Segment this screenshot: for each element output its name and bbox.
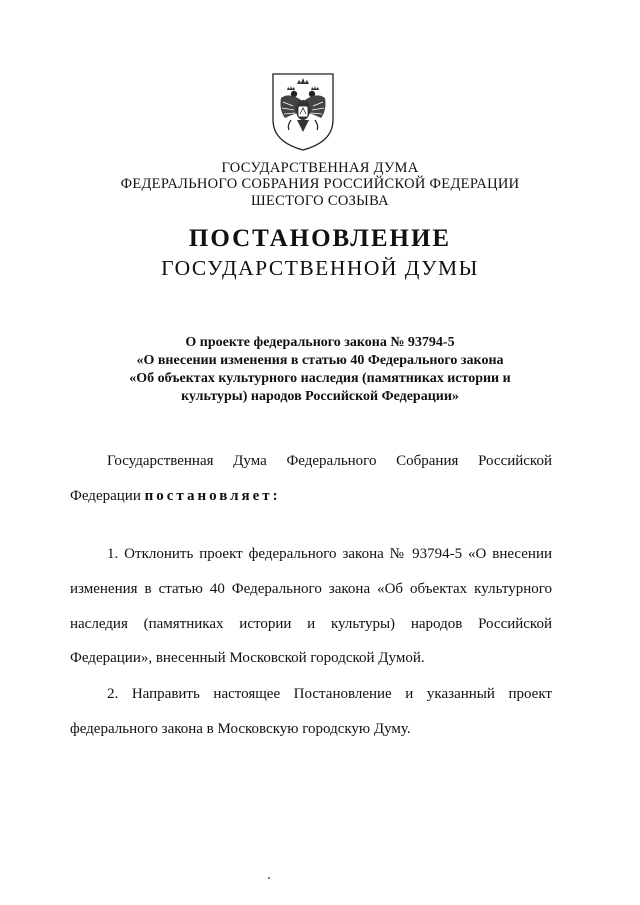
subject-line-1: О проекте федерального закона № 93794-5: [185, 335, 455, 350]
preamble-text: Федерации: [70, 488, 145, 504]
coat-of-arms-icon: [267, 70, 339, 152]
resolves-word: постановляет:: [144, 488, 281, 504]
document-title: ПОСТАНОВЛЕНИЕ: [188, 225, 452, 252]
item-1-line-3: наследия (памятниках истории и культуры) народов Российской: [70, 616, 552, 632]
document-subtitle: ГОСУДАРСТВЕННОЙ ДУМЫ: [161, 256, 479, 280]
issuer-line-2: ФЕДЕРАЛЬНОГО СОБРАНИЯ РОССИЙСКОЙ ФЕДЕРАЦИИ: [120, 176, 520, 192]
item-1-line-2: изменения в статью 40 Федерального закона «Об объектах культурного: [70, 581, 552, 597]
issuer-line-3: ШЕСТОГО СОЗЫВА: [251, 193, 389, 209]
preamble-line-2: [70, 486, 281, 506]
item-2-line-2: федерального закона в Московскую городскую Думу.: [70, 721, 411, 737]
subject-line-2: «О внесении изменения в статью 40 Федерального закона: [136, 353, 504, 368]
item-2-line-1: 2. Направить настоящее Постановление и указанный проект: [107, 686, 552, 702]
page-mark: [268, 877, 270, 879]
issuer-line-1: ГОСУДАРСТВЕННАЯ ДУМА: [221, 160, 419, 176]
item-1-line-4: Федерации», внесенный Московской городской Думой.: [70, 650, 425, 666]
subject-line-4: культуры) народов Российской Федерации»: [181, 389, 459, 404]
item-1-line-1: 1. Отклонить проект федерального закона № 93794-5 «О внесении: [107, 546, 552, 562]
preamble-line-1: Государственная Дума Федерального Собрания Российской: [107, 453, 552, 469]
subject-line-3: «Об объектах культурного наследия (памятниках истории и: [129, 371, 511, 386]
